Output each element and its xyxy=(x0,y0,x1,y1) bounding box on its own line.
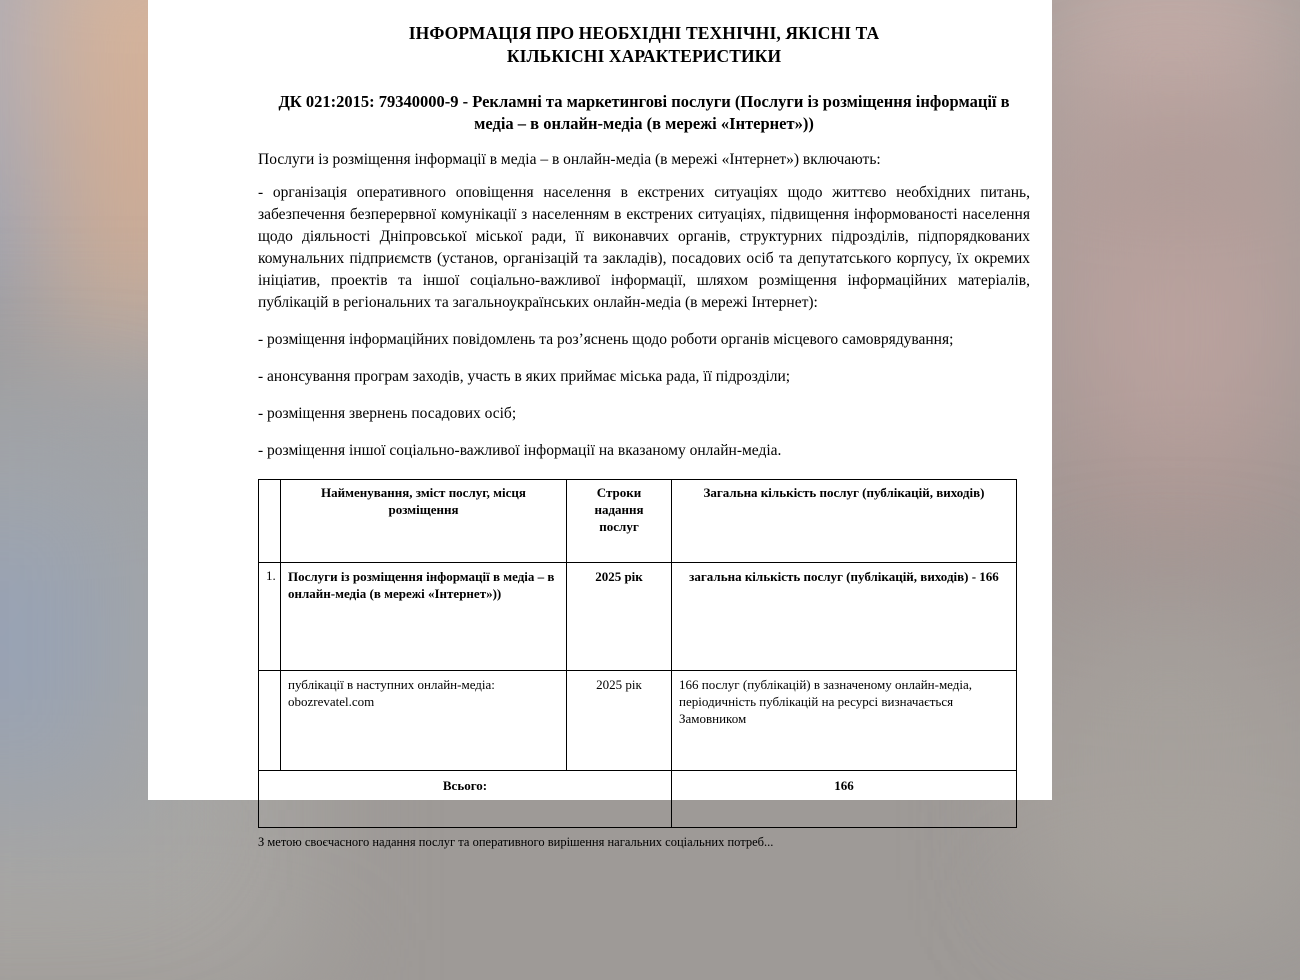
row-1-quantity: 166 послуг (публікацій) в зазначеному онлайн-медіа, періодичність публікацій на ресурсі визначається Замовником xyxy=(672,671,1017,771)
cpv-code-heading: ДК 021:2015: 79340000-9 - Рекламні та маркетингові послуги (Послуги із розміщення інформації в медіа – в онлайн-медіа (в мережі «Інтернет»)) xyxy=(278,91,1010,133)
table-total-row xyxy=(259,771,1017,828)
page-title-line-1: ІНФОРМАЦІЯ ПРО НЕОБХІДНІ ТЕХНІЧНІ, ЯКІСНІ ТА xyxy=(408,23,880,43)
bullet-item-2: - розміщення звернень посадових осіб; xyxy=(258,405,517,423)
row-0-name: Послуги із розміщення інформації в медіа – в онлайн-медіа (в мережі «Інтернет»)) xyxy=(281,563,567,671)
total-label: Всього: xyxy=(259,771,672,828)
row-0-quantity: загальна кількість послуг (публікацій, виходів) - 166 xyxy=(672,563,1017,671)
document-page xyxy=(148,0,1052,850)
page-title xyxy=(258,0,1030,69)
row-1-name: публікації в наступних онлайн-медіа: obozrevatel.com xyxy=(281,671,567,771)
row-1-num xyxy=(259,671,281,771)
bullet-item-0: - розміщення інформаційних повідомлень та роз’яснень щодо роботи органів місцевого самоврядування; xyxy=(258,331,954,349)
document-content xyxy=(258,0,1030,851)
lead-paragraph: Послуги із розміщення інформації в медіа – в онлайн-медіа (в мережі «Інтернет») включають: xyxy=(258,151,881,169)
table-header-name: Найменування, зміст послуг, місця розміщення xyxy=(281,480,567,563)
table-header-term: Строки надання послуг xyxy=(567,480,672,563)
table-header-quantity: Загальна кількість послуг (публікацій, виходів) xyxy=(672,480,1017,563)
row-0-term: 2025 рік xyxy=(567,563,672,671)
main-paragraph: - організація оперативного оповіщення населення в екстрених ситуаціях щодо життєво необхідних питань, забезпечення безперервної комунікації з населенням в екстрених ситуаціях, підвищення інформованості населення щодо діяльності Дніпровської міської ради, її виконавчих органів, структурних підрозділів, підпорядкованих комунальних підприємств (установ, організацій та закладів), посадових осіб та депутатського корпусу, їх окремих ініціатив, проектів та іншої соціально-важливої інформації, шляхом розміщення інформаційних матеріалів, публікацій в регіональних та загальноукраїнських онлайн-медіа (в мережі Інтернет): xyxy=(258,184,1030,312)
footnote-text: З метою своєчасного надання послуг та оперативного вирішення нагальних соціальних потреб... xyxy=(258,835,774,850)
background-blur-left-blue xyxy=(0,430,160,850)
background-blur-right-warm xyxy=(1080,120,1280,540)
row-0-num: 1. xyxy=(259,563,281,671)
services-table-wrapper xyxy=(258,462,1030,828)
table-header-row xyxy=(259,480,1017,563)
row-1-term: 2025 рік xyxy=(567,671,672,771)
services-table xyxy=(258,479,1017,828)
bullet-item-1: - анонсування програм заходів, участь в яких приймає міська рада, її підрозділи; xyxy=(258,368,791,386)
total-value: 166 xyxy=(672,771,1017,828)
background-blur-right-gray xyxy=(1060,600,1280,920)
services-table-body xyxy=(259,563,1017,828)
table-row xyxy=(259,671,1017,771)
table-row xyxy=(259,563,1017,671)
page-title-line-2: КІЛЬКІСНІ ХАРАКТЕРИСТИКИ xyxy=(506,46,782,67)
services-table-head xyxy=(259,480,1017,563)
table-header-num xyxy=(259,480,281,563)
bullet-item-3: - розміщення іншої соціально-важливої інформації на вказаному онлайн-медіа. xyxy=(258,442,782,460)
